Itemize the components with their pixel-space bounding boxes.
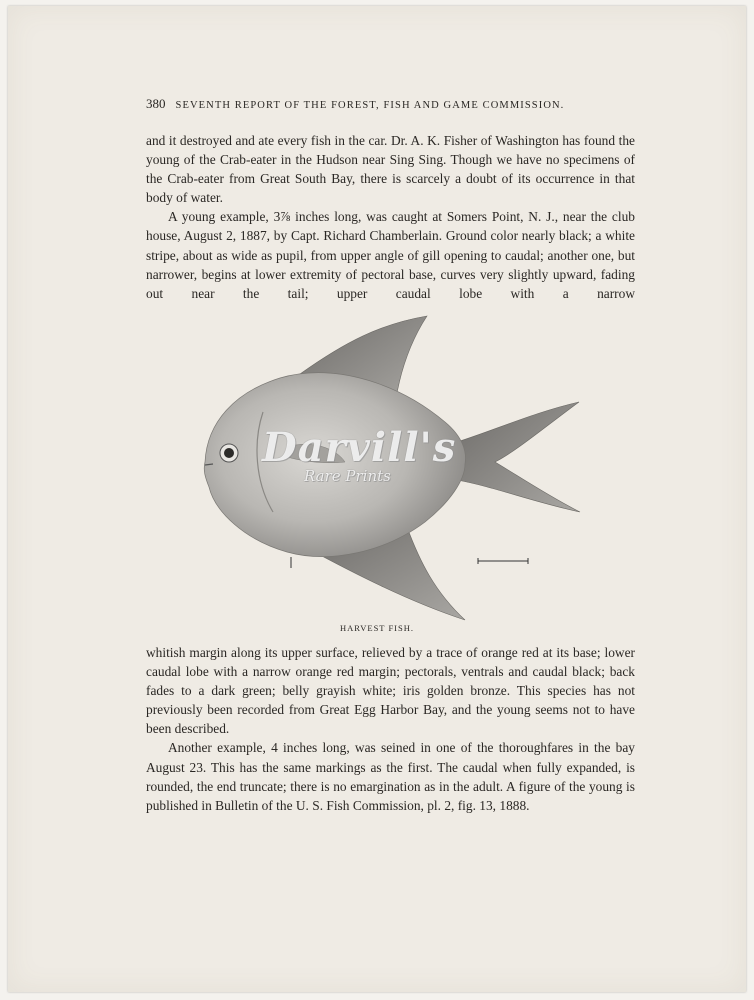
watermark [262, 424, 457, 485]
watermark-title: Darvill's [262, 424, 457, 471]
caudal-fin [457, 402, 580, 512]
paragraph: Another example, 4 inches long, was seined in one of the thoroughfares in the bay August 23. This has the same markings as the first. The caudal when fully expanded, is rounded, the end truncate; there is no emargination as in the adult. A figure of the young is published in Bulletin of the U. S. Fish Commission, pl. 2, fig. 13, 1888. [146, 740, 635, 813]
page-number: 380 [146, 96, 166, 111]
running-header [146, 96, 636, 112]
figure-caption: HARVEST FISH. [339, 623, 415, 633]
text-block-top [146, 131, 635, 303]
running-title: SEVENTH REPORT OF THE FOREST, FISH AND GAME COMMISSION. [175, 100, 565, 111]
text-block-bottom [146, 643, 635, 815]
paragraph: A young example, 3⅞ inches long, was caught at Somers Point, N. J., near the club house, August 2, 1887, by Capt. Richard Chamberlain. Ground color nearly black; a white stripe, about as wide as pupil, from upper angle of gill opening to caudal; another one, but narrower, begins at lower extremity of pectoral base, curves very slightly upward, fading out near the tail; upper caudal lobe with a narrow [146, 209, 635, 301]
paragraph: whitish margin along its upper surface, relieved by a trace of orange red at its base; lower caudal lobe with a narrow orange red margin; pectorals, ventrals and caudal black; back fades to a dark green; belly grayish white; iris golden bronze. This species has not previously been recorded from Great Egg Harbor Bay, and the young seems not to have been described. [146, 645, 635, 737]
watermark-subtitle: Rare Prints [304, 467, 391, 485]
paragraph: and it destroyed and ate every fish in the car. Dr. A. K. Fisher of Washington has found the young of the Crab-eater in the Hudson near Sing Sing. Though we have no specimens of the Crab-eater from Great South Bay, there is scarcely a doubt of its occurrence in that body of water. [146, 133, 635, 206]
